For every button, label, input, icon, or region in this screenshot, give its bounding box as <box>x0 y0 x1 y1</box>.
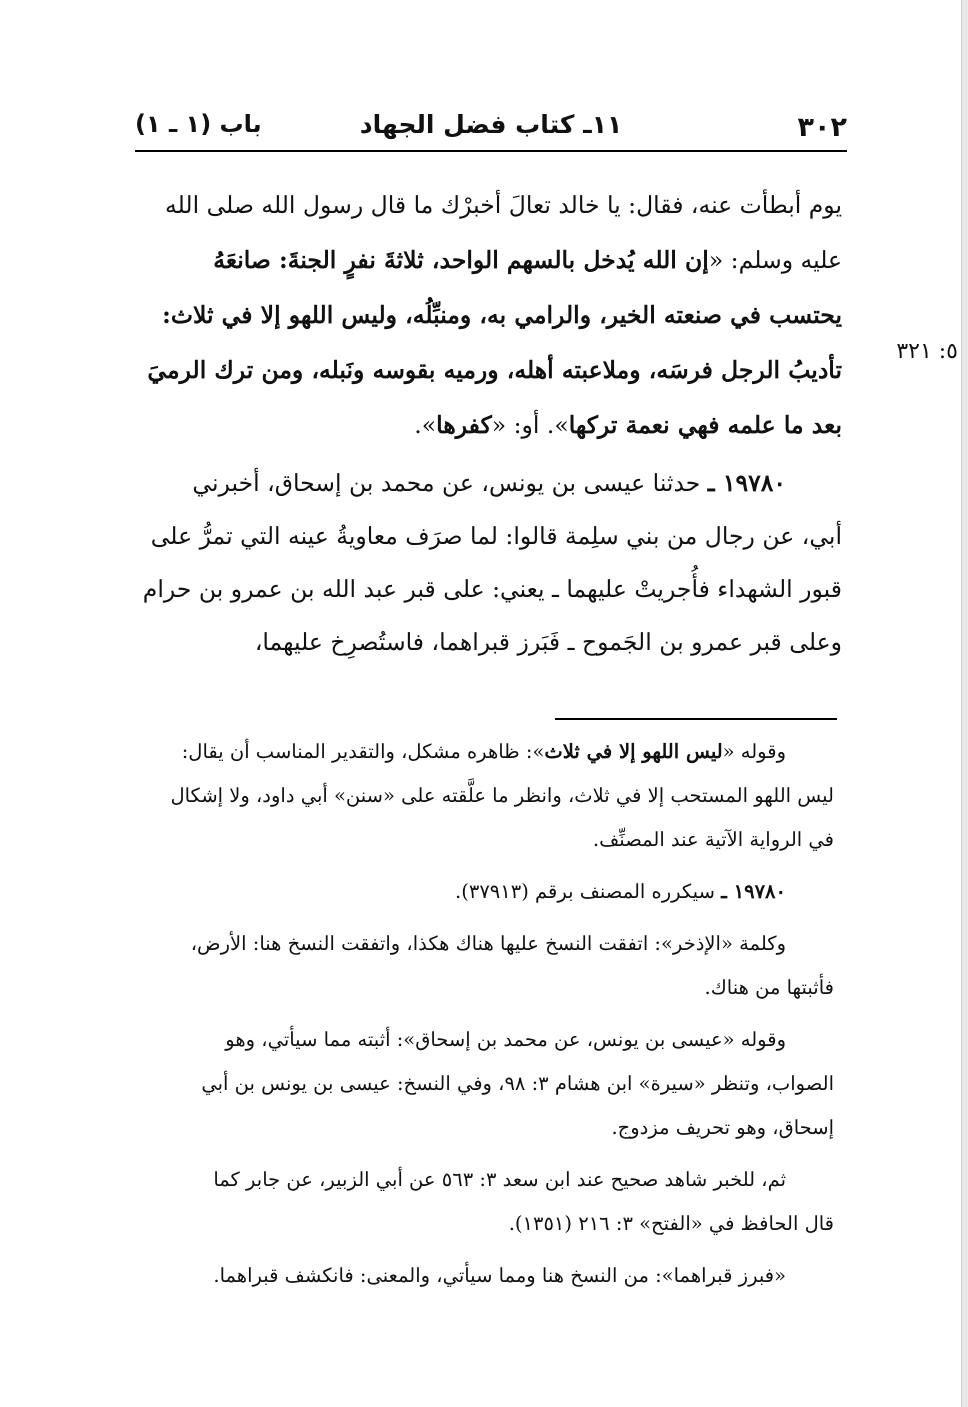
bold-text-segment: كفرها <box>436 411 492 439</box>
bold-text-segment: ١٩٧٨٠ ـ <box>707 469 786 497</box>
footnote-line <box>120 730 834 774</box>
footnote-line <box>120 870 834 914</box>
bold-text-segment: يحتسب في صنعته الخير، والرامي به، ومنبِّلُه، وليس اللهو إلا في ثلاث: <box>162 301 842 329</box>
hadith-line <box>130 510 842 563</box>
text-segment: قبور الشهداء فأُجريتْ عليهما ـ يعني: على قبر عبد الله بن عمرو بن حرام <box>142 575 842 603</box>
text-segment: يوم أبطأت عنه، فقال: يا خالد تعالَ أخبرْك ما قال رسول الله صلى الله <box>165 191 842 219</box>
footnote-line <box>120 922 834 966</box>
main-text-line <box>130 343 842 398</box>
bold-text-segment: تأديبُ الرجل فرسَه، وملاعبته أهله، ورميه بقوسه ونَبله، ومن ترك الرميَ <box>147 356 842 384</box>
bold-text-segment: بعد ما علمه فهي نعمة تركها <box>568 411 842 439</box>
text-segment: ثم، للخبر شاهد صحيح عند ابن سعد ٣: ٥٦٣ عن أبي الزبير، عن جابر كما <box>213 1168 786 1191</box>
text-segment: »: ظاهره مشكل، والتقدير المناسب أن يقال: <box>181 740 545 763</box>
main-text-line <box>130 233 842 288</box>
hadith-line <box>130 563 842 616</box>
header-rule <box>135 150 847 152</box>
footnote-line <box>120 1018 834 1062</box>
text-segment: وكلمة «الإذخر»: اتفقت النسخ عليها هناك هكذا، واتفقت النسخ هنا: الأرض، <box>190 932 786 955</box>
text-segment: سيكرره المصنف برقم (٣٧٩١٣). <box>455 880 722 903</box>
text-segment: ». أو: « <box>491 411 569 439</box>
text-segment: إسحاق، وهو تحريف مزدوج. <box>611 1116 834 1139</box>
hadith-line <box>130 616 842 669</box>
book-title: ١١ـ كتاب فضل الجهاد <box>359 110 623 139</box>
page-number: ٣٠٢ <box>797 112 847 143</box>
footnote-line <box>120 1254 834 1298</box>
text-segment: وقوله « <box>722 740 786 763</box>
footnote <box>120 922 834 1010</box>
text-segment: ». <box>414 411 437 439</box>
footnote-line <box>120 1158 834 1202</box>
scan-edge <box>961 0 968 1407</box>
bold-text-segment: إن الله يُدخل بالسهم الواحد، ثلاثةَ نفرٍ الجنةَ: صانعَهُ <box>213 246 709 274</box>
footnote-line <box>120 1106 834 1150</box>
text-segment: عليه وسلم: « <box>708 246 842 274</box>
text-segment: ليس اللهو المستحب إلا في ثلاث، وانظر ما علَّقته على «سنن» أبي داود، ولا إشكال <box>170 784 834 807</box>
bold-text-segment: ليس اللهو إلا في ثلاث <box>544 740 723 763</box>
page-header <box>135 108 847 152</box>
footnote <box>120 1158 834 1246</box>
text-segment: فأثبتها من هناك. <box>704 976 834 999</box>
bold-text-segment: ١٩٧٨٠ ـ <box>721 880 786 903</box>
footnote-separator <box>555 718 837 720</box>
footnote-line <box>120 1202 834 1246</box>
text-segment: في الرواية الآتية عند المصنِّف. <box>592 828 834 851</box>
footnote <box>120 1018 834 1150</box>
text-segment: حدثنا عيسى بن يونس، عن محمد بن إسحاق، أخبرني <box>192 469 708 497</box>
footnotes <box>120 730 834 1306</box>
footnote-line <box>120 966 834 1010</box>
main-text <box>130 178 842 453</box>
chapter-reference: باب (١ ـ ١) <box>135 110 262 138</box>
footnote <box>120 870 834 914</box>
main-text-line <box>130 398 842 453</box>
text-segment: وقوله «عيسى بن يونس، عن محمد بن إسحاق»: أثبته مما سيأتي، وهو <box>225 1028 786 1051</box>
text-segment: أبي، عن رجال من بني سلِمة قالوا: لما صرَف معاويةُ عينه التي تمرُّ على <box>150 522 842 550</box>
footnote-line <box>120 1062 834 1106</box>
text-segment: قال الحافظ في «الفتح» ٣: ٢١٦ (١٣٥١). <box>508 1212 834 1235</box>
hadith-line <box>130 457 842 510</box>
footnote-line <box>120 818 834 862</box>
text-segment: الصواب، وتنظر «سيرة» ابن هشام ٣: ٩٨، وفي النسخ: عيسى بن يونس بن أبي <box>201 1072 834 1095</box>
text-segment: وعلى قبر عمرو بن الجَموح ـ فَبَرز قبراهما، فاستُصرِخ عليهما، <box>254 628 842 656</box>
text-segment: «فبرز قبراهما»: من النسخ هنا ومما سيأتي، والمعنى: فانكشف قبراهما. <box>213 1264 786 1287</box>
footnote <box>120 1254 834 1298</box>
hadith-19780 <box>130 457 842 669</box>
footnote-line <box>120 774 834 818</box>
footnote <box>120 730 834 862</box>
main-text-line <box>130 178 842 233</box>
main-text-line <box>130 288 842 343</box>
margin-reference: ٥: ٣٢١ <box>896 339 958 364</box>
